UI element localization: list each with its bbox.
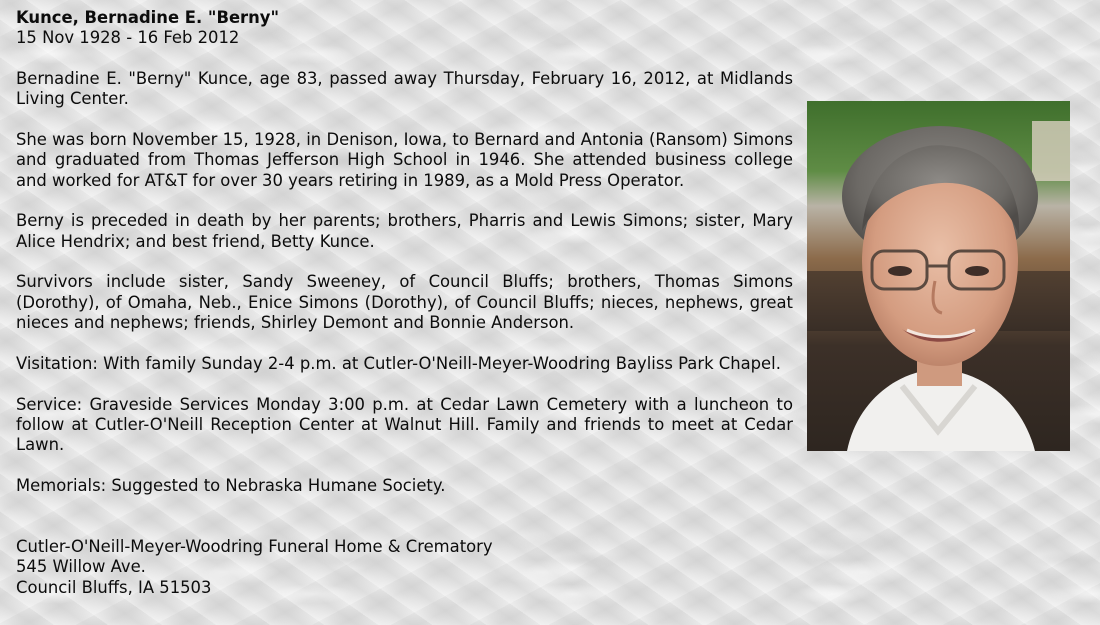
portrait-photo [807,101,1070,451]
paragraph-survivors: Survivors include sister, Sandy Sweeney, of Council Bluffs; brothers, Thomas Simons (Dorothy), of Omaha, Neb., Enice Simons (Dorothy), of Council Bluffs; nieces, nephews, great nieces and nephews; friends, Shirley Demont and Bonnie Anderson. [16,272,793,333]
deceased-name: Kunce, Bernadine E. "Berny" [16,8,280,27]
portrait-illustration [807,101,1070,451]
funeral-home-street: 545 Willow Ave. [16,557,146,577]
paragraph-death: Bernadine E. "Berny" Kunce, age 83, passed away Thursday, February 16, 2012, at Midlands Living Center. [16,69,793,109]
paragraph-preceded: Berny is preceded in death by her parents; brothers, Pharris and Lewis Simons; sister, Mary Alice Hendrix; and best friend, Betty Kunce. [16,211,793,251]
funeral-home-address [16,537,1084,598]
spacer [16,517,1084,537]
paragraph-service: Service: Graveside Services Monday 3:00 p.m. at Cedar Lawn Cemetery with a luncheon to follow at Cutler-O'Neill Reception Center at Walnut Hill. Family and friends to meet at Cedar Lawn. [16,394,793,455]
obituary [16,8,1084,598]
funeral-home-name: Cutler-O'Neill-Meyer-Woodring Funeral Home & Crematory [16,536,493,556]
paragraph-visitation: Visitation: With family Sunday 2-4 p.m. at Cutler-O'Neill-Meyer-Woodring Bayliss Park Chapel. [16,353,781,373]
paragraph-memorials: Memorials: Suggested to Nebraska Humane Society. [16,475,446,495]
life-dates: 15 Nov 1928 - 16 Feb 2012 [16,28,240,48]
funeral-home-city: Council Bluffs, IA 51503 [16,577,212,597]
paragraph-biography: She was born November 15, 1928, in Denison, Iowa, to Bernard and Antonia (Ransom) Simons and graduated from Thomas Jefferson High School in 1946. She attended business college and worked for AT&T for over 30 years retiring in 1989, as a Mold Press Operator. [16,130,793,190]
